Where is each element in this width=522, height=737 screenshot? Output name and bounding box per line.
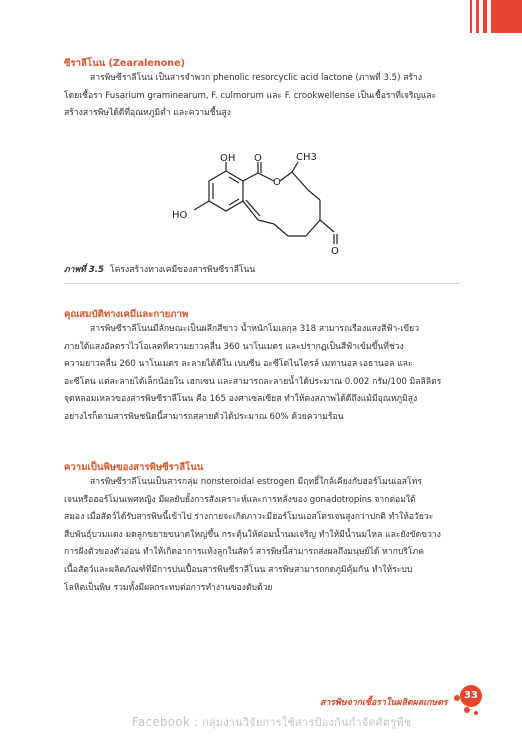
decor-stripe	[483, 0, 487, 33]
paragraph-line: สืบพันธุ์บวมแดง มดลูกขยายขนาดใหญ่ขึ้น กระตุ้นให้ต่อมน้ำนมเจริญ ทำให้มีน้ำนมไหล และยังขัดขวาง	[64, 529, 441, 540]
paragraph-toxicity	[64, 474, 460, 597]
structure-bonds	[194, 162, 337, 244]
paragraph-line: โลหิตเป็นพิษ รวมทั้งมีผลกระทบต่อการทำงานของตับด้วย	[64, 582, 273, 593]
decor-dot	[464, 707, 470, 713]
decor-stripe	[491, 0, 522, 33]
paragraph-line: จุดหลอมเหลวของสารพิษซีราลีโนน คือ 165 องศาเซลเซียส ทำให้คงสภาพได้ดีถึงแม้มีอุณหภูมิสูง	[64, 394, 418, 405]
zearalenone-structure	[150, 140, 370, 260]
watermark-text: กลุ่มงานวิจัยการใช้สารป้องกันกำจัดศัตรูพืช	[201, 716, 412, 729]
atom-ester-o: O	[273, 177, 281, 188]
page-number-badge	[458, 683, 486, 711]
paragraph-line: เนื้อสัตว์และผลิตภัณฑ์ที่มีการปนเปื้อนสารพิษซีราลีโนน สารพิษสามารถกดภูมิคุ้มกัน ทำให้ระบบ	[64, 564, 413, 575]
paragraph-intro	[64, 70, 460, 123]
paragraph-line: อย่างไรก็ตามสารพิษชนิดนี้สามารถสลายตัวได้ประมาณ 60% ด้วยความร้อน	[64, 411, 344, 422]
watermark-brand: Facebook :	[132, 715, 199, 729]
paragraph-line: สร้างสารพิษได้ดีที่อุณหภูมิต่ำ และความชื้นสูง	[64, 108, 231, 119]
paragraph-line: อะซีโตน แต่ละลายได้เล็กน้อยใน เฮกเซน และสามารถละลายน้ำได้ประมาณ 0.002 กรัม/100 มิลลิลิตร	[64, 376, 442, 387]
atom-oh-top: OH	[220, 153, 236, 164]
footer-book-title: สารพิษจากเชื้อราในผลิตผลเกษตร	[320, 698, 448, 708]
section-heading-zearalenone: ซีราลีโนน (Zearalenone)	[64, 58, 186, 69]
decor-stripe	[476, 0, 479, 33]
atom-ch3: CH3	[296, 152, 317, 163]
figure-caption-label: ภาพที่ 3.5	[64, 265, 105, 275]
paragraph-line: การฝังตัวของตัวอ่อน ทำให้เกิดอาการแท้งลูกในสัตว์ สารพิษนี้สามารถส่งผลถึงมนุษย์ได้ หากบริโภค	[64, 547, 424, 558]
section-heading-properties: คุณสมบัติทางเคมีและกายภาพ	[64, 309, 189, 320]
paragraph-line: สมอง เมื่อสัตว์ได้รับสารพิษนี้เข้าไป ร่างกายจะเกิดภาวะมีฮอร์โมนเอสโตรเจนสูงกว่าปกติ ทำให้อวัยวะ	[64, 512, 434, 523]
chemical-structure-figure	[150, 140, 370, 260]
figure-caption	[64, 262, 255, 276]
atom-carbonyl-o: O	[254, 153, 262, 164]
facebook-watermark	[132, 713, 411, 731]
paragraph-line: สารพิษซีราลีโนนเป็นสารกลุ่ม nonsteroidal estrogen มีฤทธิ์ใกล้เคียงกับฮอร์โมนเอสโทร	[90, 477, 422, 487]
paragraph-line: โดยเชื้อรา Fusarium graminearum, F. culmorum และ F. crookwellense เป็นเชื้อราที่เจริญและ	[64, 90, 437, 101]
paragraph-properties	[64, 321, 460, 427]
page-number: 33	[460, 685, 482, 707]
paragraph-line: ความยาวคลื่น 260 นาโนเมตร ละลายได้ดีใน เบนซีน อะซีโตไนไตรล์ เมทานอล เอธานอล และ	[64, 359, 413, 370]
atom-ho-left: HO	[172, 210, 188, 221]
paragraph-line: เจนหรือฮอร์โมนเพศหญิง มีผลยับยั้งการสังเคราะห์และการหลั่งของ gonadotropins จากต่อมใต้	[64, 494, 416, 505]
figure-caption-text: โครงสร้างทางเคมีของสารพิษซีราลีโนน	[110, 265, 256, 275]
paragraph-line: ภายใต้แสงอัลตราไวโอเลตที่ความยาวคลื่น 360 นาโนเมตร และปรากฏเป็นสีฟ้าเข้มขึ้นที่ช่วง	[64, 341, 404, 352]
atom-ketone-o: O	[331, 246, 339, 257]
section-heading-toxicity: ความเป็นพิษของสารพิษซีราลีโนน	[64, 462, 204, 473]
paragraph-line: สารพิษซีราลีโนน เป็นสารจำพวก phenolic resorcyclic acid lactone (ภาพที่ 3.5) สร้าง	[90, 73, 423, 83]
decor-stripe	[470, 0, 472, 33]
decor-dot	[474, 711, 478, 715]
divider	[64, 283, 460, 284]
paragraph-line: สารพิษซีราลีโนนมีลักษณะเป็นผลึกสีขาว น้ำหนักโมเลกุล 318 สามารถเรืองแสงสีฟ้า-เขียว	[90, 324, 420, 334]
